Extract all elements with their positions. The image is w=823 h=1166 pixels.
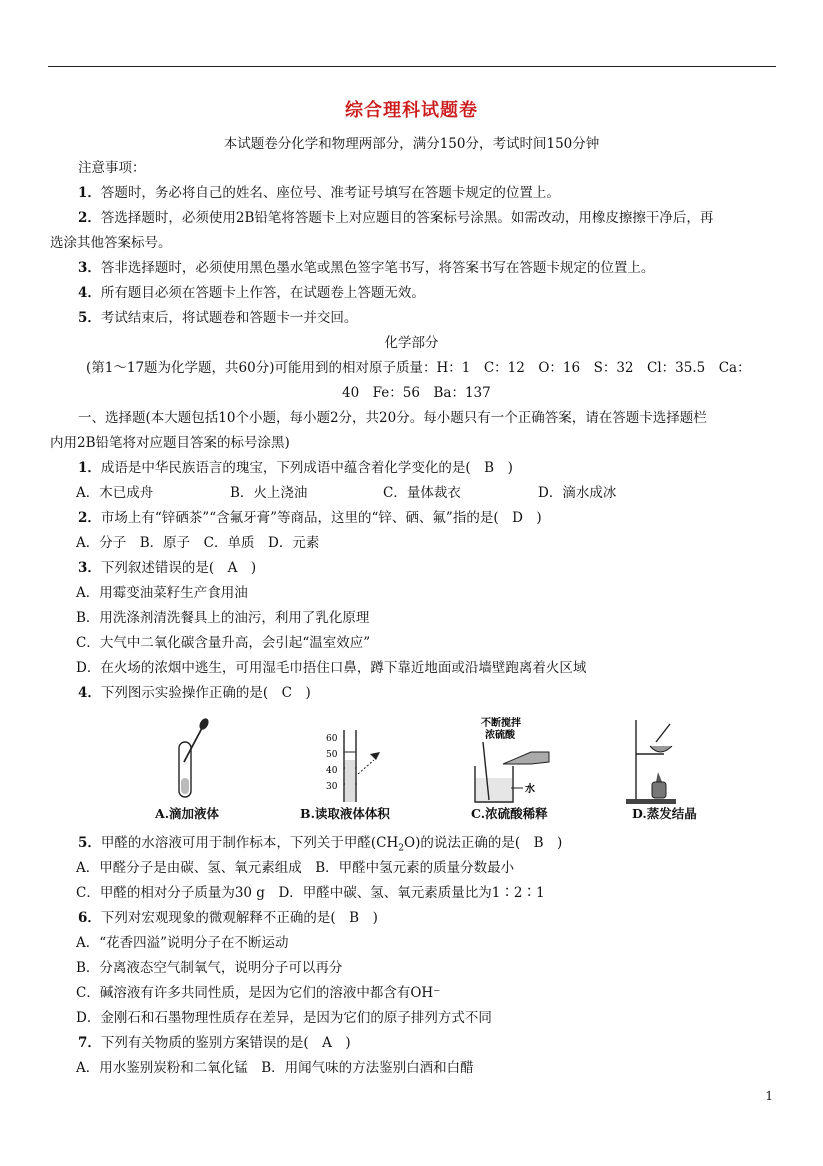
item-text: 答题时，务必将自己的姓名、座位号、准考证号填写在答题卡规定的位置上。 — [100, 185, 560, 201]
question-text: 市场上有“锌硒茶”“含氟牙膏”等商品，这里的“锌、硒、氟”指的是( D ) — [100, 510, 542, 526]
alcohol-lamp — [652, 782, 666, 798]
figure-c-label-acid: 浓硫酸 — [485, 730, 515, 741]
q6-option-d: D．金刚石和石墨物理性质存在差异，是因为它们的原子排列方式不同 — [76, 1010, 492, 1026]
section1-instructions-cont: 内用2B铅笔将对应题目答案的标号涂黑) — [50, 435, 290, 451]
q6-option-c: C．碱溶液有许多共同性质，是因为它们的溶液中都含有OH⁻ — [76, 985, 441, 1001]
question-text: 下列叙述错误的是( A ) — [100, 560, 257, 576]
formula-subscript: 2 — [398, 843, 405, 854]
q2-options: A．分子 B．原子 C．单质 D．元素 — [76, 535, 320, 551]
page-number: 1 — [765, 1089, 773, 1103]
tick-label: 40 — [326, 766, 338, 776]
evaporating-dish — [650, 746, 672, 752]
q7-options-line-1: A．用水鉴别炭粉和二氧化锰 B．用闻气味的方法鉴别白酒和白醋 — [76, 1060, 474, 1076]
flame-icon — [656, 772, 662, 782]
question-text: 下列对宏观现象的微观解释不正确的是( B ) — [100, 910, 378, 926]
item-text: 考试结束后，将试题卷和答题卡一并交回。 — [100, 310, 358, 326]
top-rule — [48, 66, 776, 67]
item-number: 4． — [78, 285, 101, 301]
question-7-stem — [78, 1033, 351, 1053]
figure-d-caption: D.蒸发结晶 — [632, 806, 697, 821]
question-4-stem — [78, 683, 311, 703]
dropper-glass — [184, 728, 202, 762]
glass-rod — [656, 724, 670, 742]
q5-options-line-1: A．甲醛分子是由碳、氢、氧元素组成 B．甲醛中氢元素的质量分数最小 — [76, 860, 515, 876]
q3-option-b: B．用洗涤剂清洗餐具上的油污，利用了乳化原理 — [76, 610, 370, 626]
q1-option-b: B．火上浇油 — [230, 485, 308, 501]
page-title: 综合理科试题卷 — [345, 100, 478, 121]
question-3-stem — [78, 558, 256, 578]
chem-info-line-1: (第1～17题为化学题，共60分)可能用到的相对原子质量：H：1 C：12 O：16 S：32 Cl：35.5 Ca： — [86, 360, 751, 376]
notice-item-3 — [78, 258, 654, 278]
question-2-stem — [78, 508, 542, 528]
question-number: 1． — [78, 460, 101, 476]
question-number: 2． — [78, 510, 101, 526]
q1-option-c: C．量体裁衣 — [383, 485, 461, 501]
question-number: 7． — [78, 1035, 101, 1051]
q5-options-line-2: C．甲醛的相对分子质量为30 g D．甲醛中碳、氢、氧元素质量比为1∶2∶1 — [76, 885, 545, 901]
q6-option-b: B．分离液态空气制氧气，说明分子可以再分 — [76, 960, 343, 976]
section1-instructions: 一、选择题(本大题包括10个小题，每小题2分，共20分。每小题只有一个正确答案，请在答题卡选择题栏 — [78, 410, 707, 426]
figure-c-label-stir: 不断搅拌 — [481, 718, 521, 729]
item-text: 答非选择题时，必须使用黑色墨水笔或黑色签字笔书写，将答案书写在答题卡规定的位置上。 — [100, 260, 655, 276]
figure-c-caption: C.浓硫酸稀释 — [471, 806, 548, 821]
notice-item-2-continued: 选涂其他答案标号。 — [50, 235, 172, 251]
figure-b-caption: B.读取液体体积 — [300, 806, 390, 821]
item-number: 1． — [78, 185, 101, 201]
exam-subtitle: 本试题卷分化学和物理两部分，满分150分，考试时间150分钟 — [223, 136, 600, 152]
question-number: 3． — [78, 560, 101, 576]
question-6-stem — [78, 908, 378, 928]
q3-option-d: D．在火场的浓烟中逃生，可用湿毛巾捂住口鼻，蹲下靠近地面或沿墙壁跑离着火区域 — [76, 660, 587, 676]
tube-liquid — [181, 778, 189, 794]
tick-label: 60 — [326, 734, 338, 744]
eye-icon — [370, 752, 380, 760]
chem-info-line-2: 40 Fe：56 Ba：137 — [342, 385, 491, 401]
notice-item-4 — [78, 283, 425, 303]
item-text: 答选择题时，必须使用2B铅笔将答题卡上对应题目的答案标号涂黑。如需改动，用橡皮擦擦干净后，再 — [100, 210, 714, 226]
item-text: 所有题目必须在答题卡上作答，在试题卷上答题无效。 — [100, 285, 425, 301]
notice-item-2 — [78, 208, 713, 228]
question-text: 甲醛的水溶液可用于制作标本，下列关于甲醛(CH — [100, 835, 399, 851]
notice-item-1 — [78, 183, 560, 203]
question-number: 5． — [78, 835, 101, 851]
acid-bottle — [503, 752, 549, 764]
q1-option-a: A．木已成舟 — [76, 485, 154, 501]
notice-heading: 注意事项： — [78, 160, 146, 176]
question-text: 下列图示实验操作正确的是( C ) — [100, 685, 311, 701]
beaker-water — [476, 778, 512, 801]
q3-option-c: C．大气中二氧化碳含量升高，会引起“温室效应” — [76, 635, 371, 651]
question-5-stem — [78, 833, 562, 859]
q3-option-a: A．用霉变油菜籽生产食用油 — [76, 585, 248, 601]
tick-label: 30 — [326, 782, 338, 792]
chem-heading: 化学部分 — [384, 335, 439, 351]
figure-c-label-water: 水 — [525, 784, 535, 795]
dropper-bulb — [198, 717, 211, 731]
question-text: 成语是中华民族语言的瑰宝，下列成语中蕴含着化学变化的是( B ) — [100, 460, 513, 476]
notice-item-5 — [78, 308, 357, 328]
question-number: 6． — [78, 910, 101, 926]
question-text: 下列有关物质的鉴别方案错误的是( A ) — [100, 1035, 351, 1051]
cylinder-liquid — [345, 760, 355, 802]
item-number: 5． — [78, 310, 101, 326]
question-number: 4． — [78, 685, 101, 701]
item-number: 3． — [78, 260, 101, 276]
question-1-stem — [78, 458, 513, 478]
figure-a-caption: A.滴加液体 — [155, 806, 220, 821]
item-number: 2． — [78, 210, 101, 226]
q6-option-a: A．“花香四溢”说明分子在不断运动 — [76, 935, 289, 951]
tick-label: 50 — [326, 750, 338, 760]
q1-option-d: D．滴水成冰 — [538, 485, 617, 501]
sight-line — [358, 760, 374, 774]
question-text-cont: O)的说法正确的是( B ) — [404, 835, 563, 851]
